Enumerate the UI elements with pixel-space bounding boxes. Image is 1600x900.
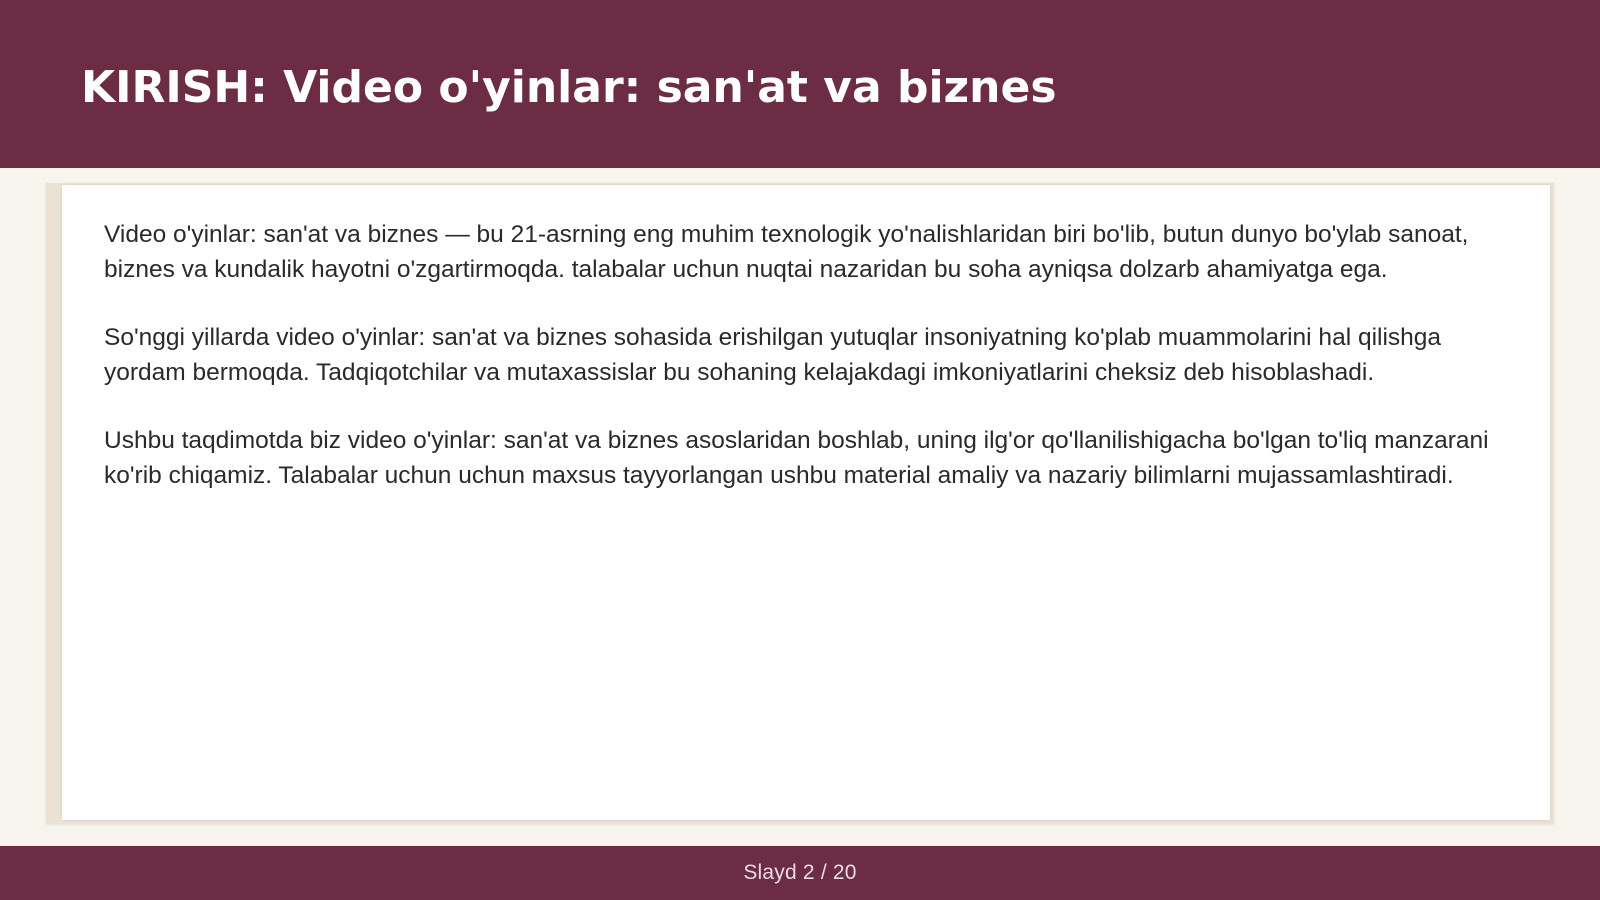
content-card bbox=[62, 185, 1550, 820]
slide-footer bbox=[0, 846, 1600, 900]
paragraph-overview: Ushbu taqdimotda biz video o'yinlar: san'at va biznes asoslaridan boshlab, uning ilg'or qo'llanilishigacha bo'lgan to'liq manzarani ko'rib chiqamiz. Talabalar uchun uchun maxsus tayyorlangan ushbu material amaliy va nazariy bilimlarni mujassamlashtiradi. bbox=[104, 427, 1489, 489]
paragraph-achievements: So'nggi yillarda video o'yinlar: san'at va biznes sohasida erishilgan yutuqlar insoniyatning ko'plab muammolarini hal qilishga yordam bermoqda. Tadqiqotchilar va mutaxassislar bu sohaning kelajakdagi imkoniyatlarini cheksiz deb hisoblashadi. bbox=[104, 324, 1442, 386]
content-frame bbox=[46, 183, 1554, 824]
slide-header bbox=[0, 0, 1600, 168]
slide-title: KIRISH: Video o'yinlar: san'at va biznes bbox=[81, 62, 1057, 113]
paragraph-intro: Video o'yinlar: san'at va biznes — bu 21-asrning eng muhim texnologik yo'nalishlaridan biri bo'lib, butun dunyo bo'ylab sanoat, biznes va kundalik hayotni o'zgartirmoqda. talabalar uchun nuqtai nazaridan bu soha ayniqsa dolzarb ahamiyatga ega. bbox=[104, 221, 1469, 283]
slide-counter: Slayd 2 / 20 bbox=[743, 861, 857, 884]
